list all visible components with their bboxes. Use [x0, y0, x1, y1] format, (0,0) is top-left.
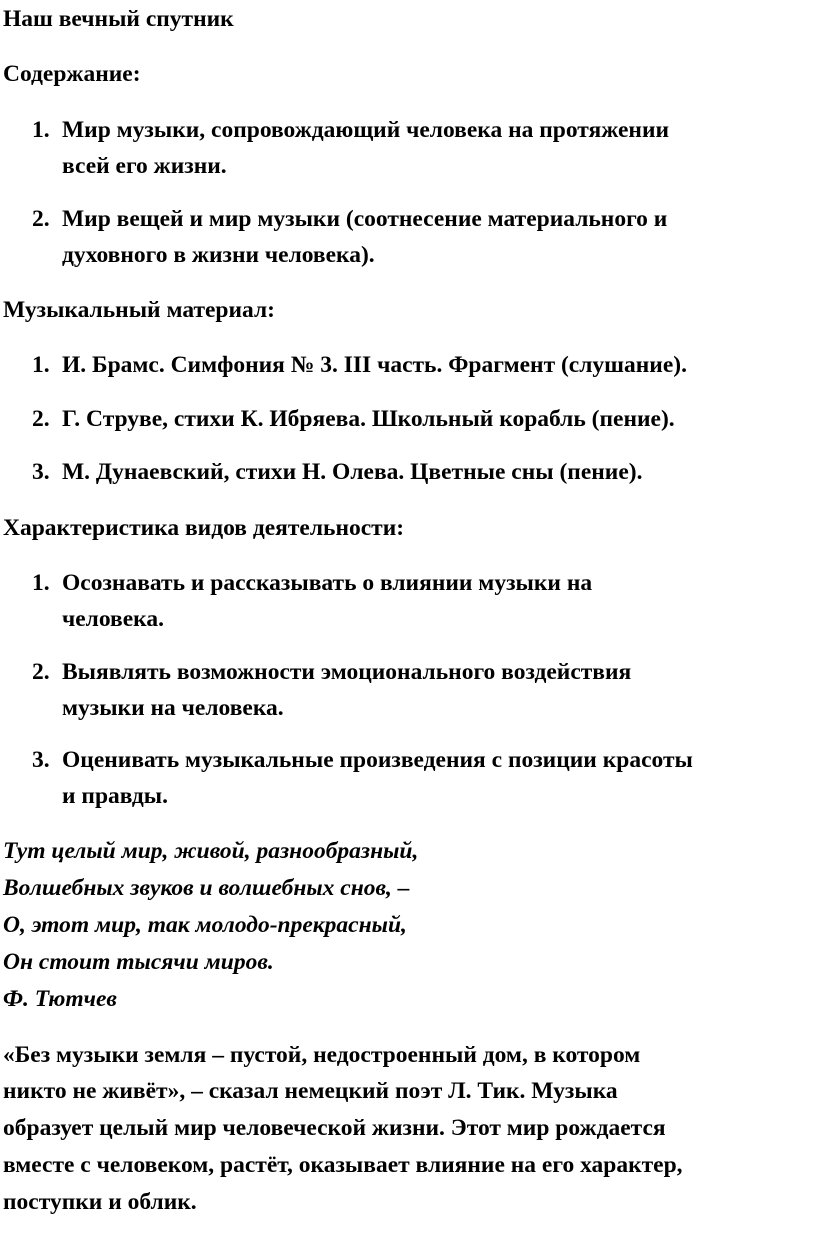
list-item-text: Осознавать и рассказывать о влиянии музыки на [62, 570, 593, 596]
poem-line: О, этот мир, так молодо-прекрасный, [3, 912, 407, 938]
poem-line: Тут целый мир, живой, разнообразный, [3, 838, 419, 864]
list-item-number: 2. [32, 206, 50, 232]
contents-heading: Содержание: [3, 61, 141, 87]
paragraph-line: вместе с человеком, растёт, оказывает влияние на его характер, [3, 1152, 683, 1178]
list-item-number: 2. [32, 659, 50, 685]
poem-line: Он стоит тысячи миров. [3, 949, 274, 975]
list-item-number: 1. [32, 352, 50, 378]
activities-heading: Характеристика видов деятельности: [3, 515, 405, 541]
list-item-number: 3. [32, 747, 50, 773]
material-heading: Музыкальный материал: [3, 297, 276, 323]
list-item-text: духовного в жизни человека). [62, 242, 375, 268]
list-item-text: М. Дунаевский, стихи Н. Олева. Цветные сны (пение). [62, 459, 643, 485]
list-item-number: 2. [32, 406, 50, 432]
list-item-text: Г. Струве, стихи К. Ибряева. Школьный корабль (пение). [62, 406, 675, 432]
poem-line: Волшебных звуков и волшебных снов, – [3, 875, 410, 901]
paragraph-line: «Без музыки земля – пустой, недостроенный дом, в котором [3, 1042, 641, 1068]
list-item-text: И. Брамс. Симфония № 3. III часть. Фрагмент (слушание). [62, 352, 687, 378]
list-item-text: музыки на человека. [62, 695, 284, 721]
paragraph-line: образует целый мир человеческой жизни. Этот мир рождается [3, 1115, 666, 1141]
paragraph-line: поступки и облик. [3, 1189, 197, 1215]
poem-author: Ф. Тютчев [3, 986, 117, 1012]
list-item-number: 1. [32, 570, 50, 596]
list-item-number: 3. [32, 459, 50, 485]
list-item-text: Выявлять возможности эмоционального воздействия [62, 659, 632, 685]
document-title: Наш вечный спутник [3, 6, 234, 32]
list-item-text: всей его жизни. [62, 153, 227, 179]
list-item-text: человека. [62, 606, 164, 632]
list-item-text: Мир вещей и мир музыки (соотнесение материального и [62, 206, 668, 232]
paragraph-line: никто не живёт», – сказал немецкий поэт Л. Тик. Музыка [3, 1078, 618, 1104]
list-item-number: 1. [32, 117, 50, 143]
list-item-text: Оценивать музыкальные произведения с позиции красоты [62, 747, 693, 773]
list-item-text: Мир музыки, сопровождающий человека на протяжении [62, 117, 670, 143]
list-item-text: и правды. [62, 783, 168, 809]
